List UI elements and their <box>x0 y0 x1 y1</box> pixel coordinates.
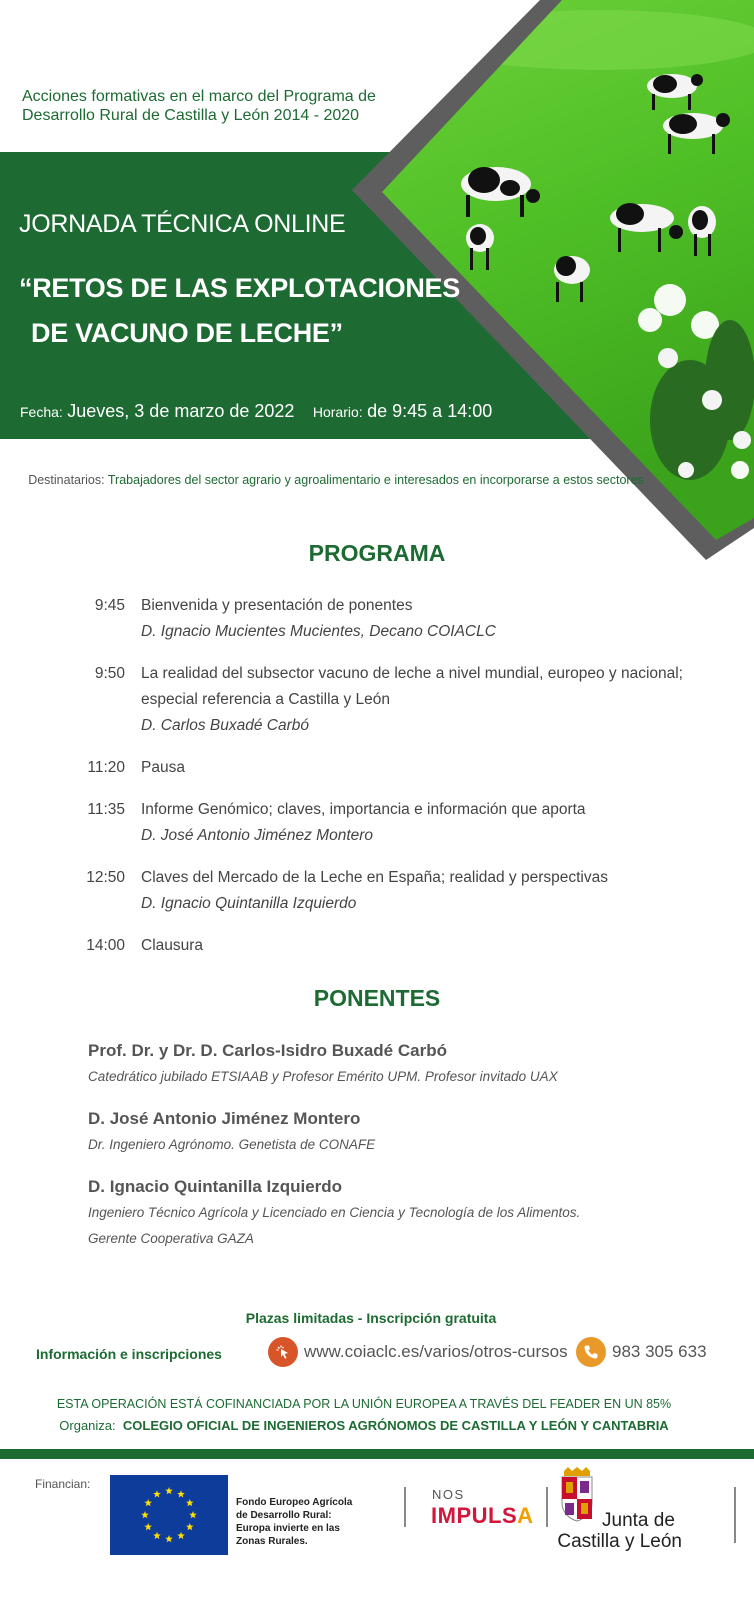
programa-time: 12:50 <box>86 869 125 886</box>
date-value: Jueves, 3 de marzo de 2022 <box>67 401 295 421</box>
ponente-role: Catedrático jubilado ETSIAAB y Profesor Emérito UPM. Profesor invitado UAX <box>88 1069 558 1084</box>
programa-item <box>86 661 726 739</box>
programa-line: Informe Genómico; claves, importancia e información que aporta <box>141 801 586 818</box>
jcyl-line-2: Castilla y León <box>557 1531 682 1552</box>
hero-banner <box>0 0 754 560</box>
cofinancing-note: ESTA OPERACIÓN ESTÁ COFINANCIADA POR LA UNIÓN EUROPEA A TRAVÉS DEL FEADER EN UN 85% <box>56 1397 672 1411</box>
date-label: Fecha: <box>20 404 63 420</box>
audience-label: Destinatarios: <box>28 473 105 487</box>
jcyl-line-1: Junta de <box>602 1510 675 1531</box>
time-label: Horario: <box>312 404 363 420</box>
feader-line: de Desarrollo Rural: <box>236 1510 332 1521</box>
programa-heading: PROGRAMA <box>308 540 446 566</box>
ponente-role: Ingeniero Técnico Agrícola y Licenciado en Ciencia y Tecnología de los Alimentos. <box>88 1205 581 1220</box>
financian-label: Financian: <box>35 1477 91 1491</box>
programa-desc <box>141 865 726 917</box>
organizer <box>0 1418 728 1433</box>
logo-divider <box>404 1487 406 1527</box>
eu-star-icon <box>165 1535 173 1542</box>
phone-number[interactable]: 983 305 633 <box>612 1342 707 1361</box>
programa-line: Clausura <box>141 937 204 954</box>
eu-star-icon <box>186 1499 194 1506</box>
eu-star-icon <box>177 1490 185 1497</box>
programa-time: 9:45 <box>94 597 125 614</box>
programa-line: Claves del Mercado de la Leche en España; realidad y perspectivas <box>141 869 608 886</box>
event-title <box>19 266 460 356</box>
cursor-click-icon <box>268 1337 298 1367</box>
programa-time: 9:50 <box>94 665 125 682</box>
eu-star-icon <box>186 1523 194 1530</box>
programa-time: 11:35 <box>87 801 125 818</box>
programa-item <box>86 865 726 917</box>
eu-flag-logo <box>110 1475 228 1555</box>
programa-desc <box>141 755 726 781</box>
programa-time: 11:20 <box>87 759 125 776</box>
programa-desc <box>141 593 726 645</box>
audience-value: Trabajadores del sector agrario y agroalimentario e interesados en incorporarse a estos sectores <box>107 473 644 487</box>
ponente <box>88 1174 728 1252</box>
programa-speaker: D. Ignacio Mucientes Mucientes, Decano COIACLC <box>141 623 496 640</box>
eu-star-icon <box>189 1511 197 1518</box>
programa-line: Bienvenida y presentación de ponentes <box>141 597 413 614</box>
eu-star-icon <box>144 1523 152 1530</box>
footer-divider <box>0 1449 754 1459</box>
programa-line: Pausa <box>141 759 185 776</box>
jcyl-logo-text <box>548 1510 682 1552</box>
web-url[interactable]: www.coiaclc.es/varios/otros-cursos <box>304 1342 568 1361</box>
feader-line: Fondo Europeo Agrícola <box>236 1497 353 1508</box>
ponente-name: D. Ignacio Quintanilla Izquierdo <box>88 1177 343 1196</box>
feader-line: Zonas Rurales. <box>236 1536 308 1547</box>
nos-impulsa-logo-top: NOS <box>432 1487 465 1502</box>
ponente-role: Dr. Ingeniero Agrónomo. Genetista de CONAFE <box>88 1137 376 1152</box>
programa-item <box>86 593 726 645</box>
ponente <box>88 1106 728 1158</box>
audience <box>0 473 672 487</box>
programa-item <box>86 755 726 781</box>
eu-star-icon <box>144 1499 152 1506</box>
impulsa-text: IMPULS <box>431 1503 518 1528</box>
event-title-line-1: “RETOS DE LAS EXPLOTACIONES <box>19 273 460 303</box>
feader-text <box>236 1496 352 1548</box>
time-value: de 9:45 a 14:00 <box>367 401 493 421</box>
program-line-1: Acciones formativas en el marco del Programa de <box>22 88 376 105</box>
ponentes-heading: PONENTES <box>313 985 441 1011</box>
programa-line: La realidad del subsector vacuno de leche a nivel mundial, europeo y nacional; <box>141 665 683 682</box>
programa-desc <box>141 797 726 849</box>
programa-line: especial referencia a Castilla y León <box>141 691 390 708</box>
eu-star-icon <box>165 1487 173 1494</box>
ponentes-list <box>88 1038 728 1268</box>
ponente <box>88 1038 728 1090</box>
organizer-label: Organiza: <box>59 1418 116 1433</box>
web-link[interactable] <box>268 1337 568 1367</box>
programa-item <box>86 933 726 959</box>
phone-contact[interactable] <box>576 1337 707 1367</box>
impulsa-accent: A <box>517 1503 534 1528</box>
phone-icon <box>576 1337 606 1367</box>
ponente-name: D. José Antonio Jiménez Montero <box>88 1109 361 1128</box>
programa-time: 14:00 <box>86 937 125 954</box>
ponente-name: Prof. Dr. y Dr. D. Carlos-Isidro Buxadé Carbó <box>88 1041 447 1060</box>
event-schedule <box>20 401 492 422</box>
info-label: Información e inscripciones <box>36 1346 222 1362</box>
event-title-line-2: DE VACUNO DE LECHE” <box>31 318 343 348</box>
organizer-value: COLEGIO OFICIAL DE INGENIEROS AGRÓNOMOS DE CASTILLA Y LEÓN Y CANTABRIA <box>122 1418 669 1433</box>
nos-impulsa-logo <box>431 1503 534 1529</box>
programa-desc <box>141 661 726 739</box>
program-line-2: Desarrollo Rural de Castilla y León 2014 - 2020 <box>22 107 360 124</box>
eu-star-icon <box>153 1490 161 1497</box>
programa-speaker: D. Ignacio Quintanilla Izquierdo <box>141 895 357 912</box>
eu-star-icon <box>153 1532 161 1539</box>
program-framework <box>22 87 442 125</box>
plazas-notice: Plazas limitadas - Inscripción gratuita <box>245 1310 497 1326</box>
event-type: JORNADA TÉCNICA ONLINE <box>19 210 346 238</box>
programa-list <box>86 593 726 975</box>
programa-speaker: D. Carlos Buxadé Carbó <box>141 717 309 734</box>
logo-divider <box>734 1487 736 1543</box>
eu-star-icon <box>177 1532 185 1539</box>
programa-item <box>86 797 726 849</box>
feader-line: Europa invierte en las <box>236 1523 340 1534</box>
ponente-role: Gerente Cooperativa GAZA <box>88 1231 254 1246</box>
eu-star-icon <box>141 1511 149 1518</box>
programa-speaker: D. José Antonio Jiménez Montero <box>141 827 374 844</box>
programa-desc <box>141 933 726 959</box>
